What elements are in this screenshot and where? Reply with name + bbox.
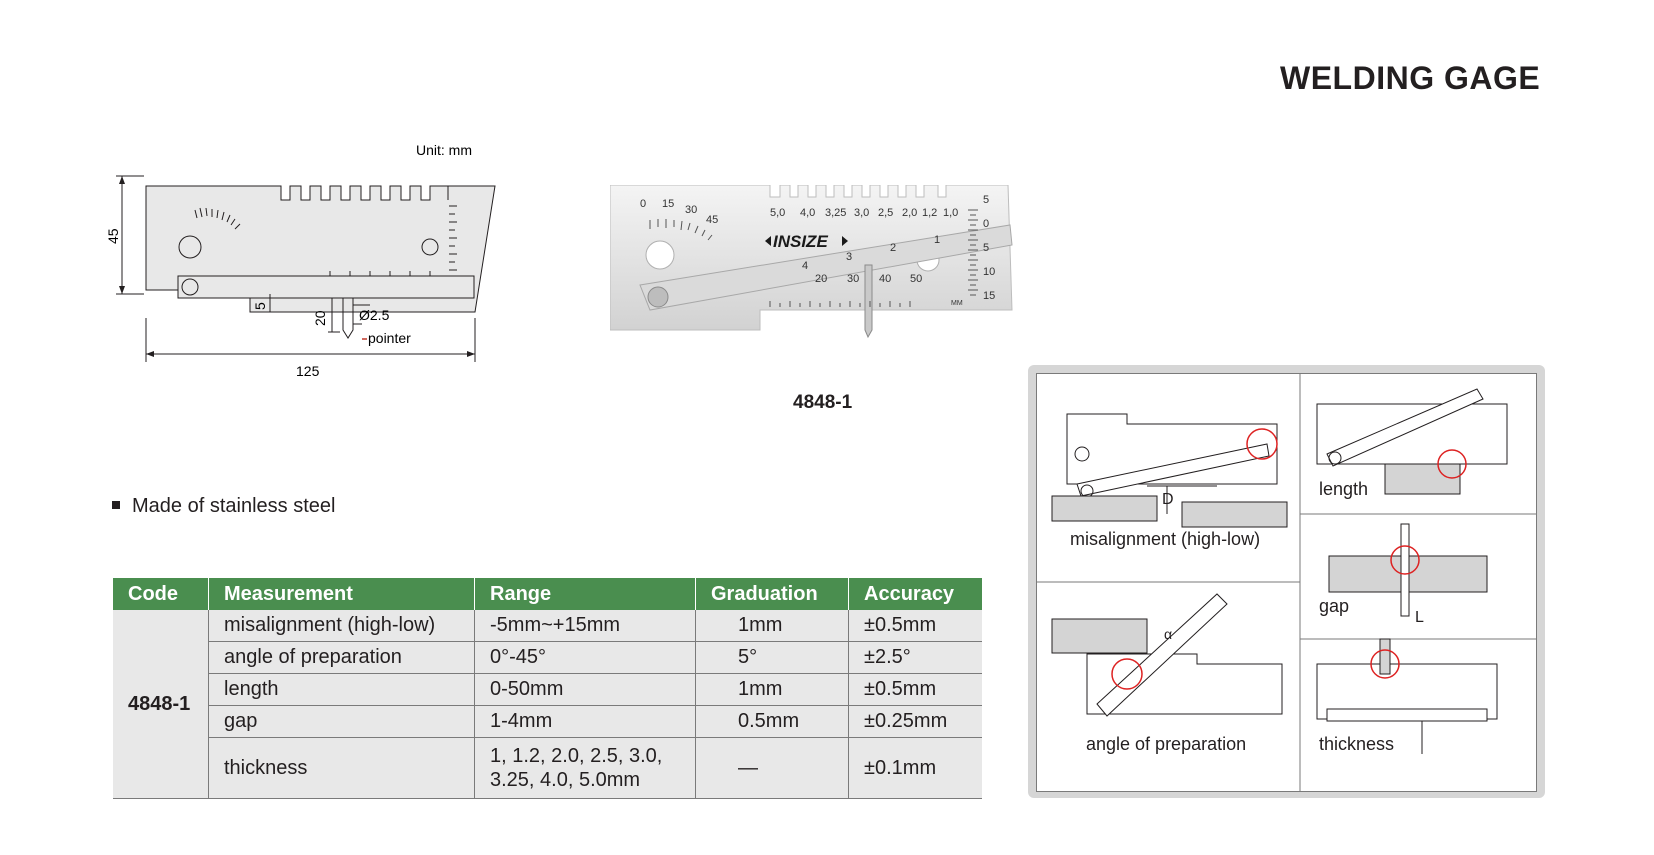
bottom-scale-20: 20 xyxy=(815,273,828,285)
caption-thickness: thickness xyxy=(1319,734,1395,754)
dim-5: 5 xyxy=(252,302,268,310)
gap-mark: L xyxy=(1415,609,1424,626)
graduation-cell: 1mm xyxy=(696,610,849,642)
dim-20: 20 xyxy=(312,310,328,326)
pointer-label: pointer xyxy=(368,330,411,346)
table-row xyxy=(113,706,982,738)
table-row xyxy=(113,674,982,706)
bottom-scale-50: 50 xyxy=(910,273,923,285)
table-row xyxy=(113,610,982,642)
arm-scale-2: 2 xyxy=(890,242,897,254)
caption-gap: gap xyxy=(1319,596,1350,616)
angle-30: 30 xyxy=(685,204,698,216)
angle-15: 15 xyxy=(662,198,675,210)
right-scale-5a: 5 xyxy=(983,194,990,206)
dim-hole: Ø2.5 xyxy=(359,307,390,323)
range-cell xyxy=(475,738,696,799)
unit-label: Unit: mm xyxy=(416,142,472,158)
bullet-icon xyxy=(112,501,120,509)
measurement-cell: gap xyxy=(209,706,475,738)
caption-misalignment: misalignment (high-low) xyxy=(1070,529,1261,549)
graduation-cell: 0.5mm xyxy=(696,706,849,738)
measurement-cell: length xyxy=(209,674,475,706)
right-scale-15: 15 xyxy=(983,290,996,302)
header-accuracy: Accuracy xyxy=(849,578,983,610)
measurement-cell: thickness xyxy=(209,738,475,799)
range-cell: -5mm~+15mm xyxy=(475,610,696,642)
feature-item xyxy=(112,495,335,518)
right-scale-10: 10 xyxy=(983,266,996,278)
range-line-2: 3.25, 4.0, 5.0mm xyxy=(490,769,641,791)
scale-1-0: 1,0 xyxy=(943,207,959,219)
table-header-row xyxy=(113,578,982,610)
accuracy-cell: ±0.25mm xyxy=(849,706,983,738)
usage-illustrations xyxy=(1037,374,1536,791)
accuracy-cell: ±0.1mm xyxy=(849,738,983,799)
model-label: 4848-1 xyxy=(793,392,853,413)
header-graduation: Graduation xyxy=(696,578,849,610)
feature-text: Made of stainless steel xyxy=(132,495,336,517)
dim-height: 45 xyxy=(105,228,121,244)
table-row xyxy=(113,642,982,674)
scale-3-25: 3,25 xyxy=(825,207,847,219)
measurement-cell: misalignment (high-low) xyxy=(209,610,475,642)
code-cell: 4848-1 xyxy=(113,610,209,799)
usage-panel xyxy=(1028,365,1545,798)
graduation-cell: 5° xyxy=(696,642,849,674)
scale-3-0: 3,0 xyxy=(854,207,870,219)
accuracy-cell: ±0.5mm xyxy=(849,674,983,706)
unit-mark: MM xyxy=(951,300,963,307)
spec-table xyxy=(113,578,982,799)
arm-scale-4: 4 xyxy=(802,260,809,272)
scale-5-0: 5,0 xyxy=(770,207,786,219)
range-line-1: 1, 1.2, 2.0, 2.5, 3.0, xyxy=(490,745,663,767)
right-scale-0: 0 xyxy=(983,218,990,230)
header-code: Code xyxy=(113,578,209,610)
scale-1-2: 1,2 xyxy=(922,207,938,219)
graduation-cell: 1mm xyxy=(696,674,849,706)
accuracy-cell: ±0.5mm xyxy=(849,610,983,642)
range-cell: 0-50mm xyxy=(475,674,696,706)
scale-4-0: 4,0 xyxy=(800,207,816,219)
caption-angle: angle of preparation xyxy=(1086,734,1247,754)
bottom-scale-40: 40 xyxy=(879,273,892,285)
table-row xyxy=(113,738,982,799)
accuracy-cell: ±2.5° xyxy=(849,642,983,674)
bottom-scale-30: 30 xyxy=(847,273,860,285)
product-photo xyxy=(610,185,1030,365)
graduation-cell: — xyxy=(696,738,849,799)
misalignment-mark: D xyxy=(1162,491,1174,508)
header-range: Range xyxy=(475,578,696,610)
right-scale-5b: 5 xyxy=(983,242,990,254)
arm-scale-3: 3 xyxy=(846,251,853,263)
scale-2-0: 2,0 xyxy=(902,207,918,219)
usage-grid xyxy=(1036,373,1537,792)
angle-45: 45 xyxy=(706,214,719,226)
arm-scale-1: 1 xyxy=(934,234,941,246)
dimension-drawing xyxy=(100,140,520,400)
page-title: WELDING GAGE xyxy=(1280,60,1541,96)
header-measurement: Measurement xyxy=(209,578,475,610)
angle-mark: α xyxy=(1164,626,1173,642)
brand-logo: INSIZE xyxy=(773,232,828,251)
range-cell: 1-4mm xyxy=(475,706,696,738)
scale-2-5: 2,5 xyxy=(878,207,894,219)
dim-width: 125 xyxy=(296,363,320,379)
caption-length: length xyxy=(1319,479,1369,499)
range-cell: 0°-45° xyxy=(475,642,696,674)
measurement-cell: angle of preparation xyxy=(209,642,475,674)
angle-0: 0 xyxy=(640,198,647,210)
